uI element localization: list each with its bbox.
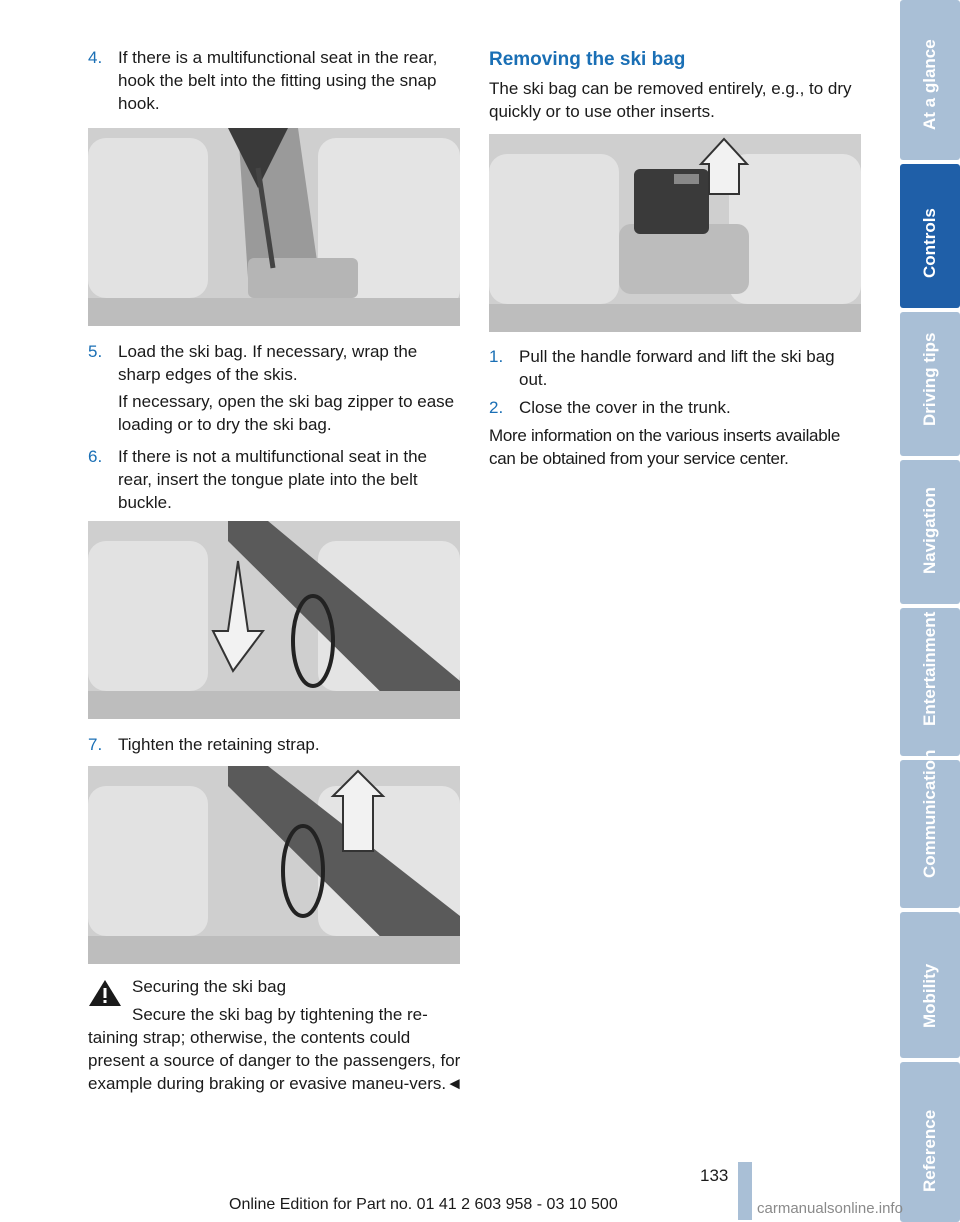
step-text: Pull the handle forward and lift the ski bag out. bbox=[519, 347, 835, 389]
warning-body: Secure the ski bag by tightening the re‐taining strap; otherwise, the contents could present a source of danger to the passengers, for example during braking or evasive maneu‐vers.◄ bbox=[88, 1005, 463, 1093]
figure-retaining-strap bbox=[88, 766, 460, 964]
tab-label: Entertainment bbox=[920, 611, 939, 726]
tab-label: At a glance bbox=[920, 39, 939, 130]
watermark: carmanualsonline.info bbox=[757, 1200, 903, 1217]
warning-text bbox=[88, 1003, 463, 1095]
tab-reference[interactable] bbox=[900, 1062, 960, 1222]
tab-label: Communication bbox=[920, 749, 939, 878]
step-text: If there is not a multifunctional seat in the rear, insert the tongue plate into the belt buckle. bbox=[118, 447, 428, 512]
figure-tongue-plate bbox=[88, 521, 460, 719]
step-text: Close the cover in the trunk. bbox=[519, 398, 731, 417]
step-number: 6. bbox=[88, 447, 103, 466]
step-5 bbox=[88, 340, 463, 390]
tab-at-a-glance[interactable] bbox=[900, 0, 960, 160]
outro-paragraph: More information on the various inserts available can be obtained from your service center. bbox=[489, 426, 840, 468]
tab-label: Driving tips bbox=[920, 332, 939, 426]
tab-label: Mobility bbox=[920, 963, 939, 1028]
step-4 bbox=[88, 46, 463, 116]
tab-label: Navigation bbox=[920, 487, 939, 574]
tab-navigation[interactable] bbox=[900, 460, 960, 604]
step-text: If there is a multifunctional seat in the rear, hook the belt into the fitting using the snap hook. bbox=[118, 48, 438, 113]
tab-driving-tips[interactable] bbox=[900, 312, 960, 456]
tab-controls[interactable] bbox=[900, 164, 960, 308]
step-6 bbox=[88, 445, 463, 515]
step-number: 5. bbox=[88, 342, 103, 361]
step-number: 4. bbox=[88, 48, 103, 67]
intro-paragraph: The ski bag can be removed entirely, e.g., to dry quickly or to use other inserts. bbox=[489, 79, 852, 121]
step-1 bbox=[489, 345, 864, 395]
step-5-note: If necessary, open the ski bag zipper to ease loading or to dry the ski bag. bbox=[118, 392, 455, 434]
tab-entertainment[interactable] bbox=[900, 608, 960, 756]
figure-belt-snap-hook bbox=[88, 128, 460, 326]
step-7 bbox=[88, 733, 463, 758]
step-2 bbox=[489, 396, 864, 421]
tab-label: Reference bbox=[920, 1109, 939, 1192]
warning-title: Securing the ski bag bbox=[132, 977, 287, 996]
step-number: 7. bbox=[88, 735, 103, 754]
section-heading: Removing the ski bag bbox=[489, 49, 686, 70]
tab-label: Controls bbox=[920, 208, 939, 278]
footer-edition: Online Edition for Part no. 01 41 2 603 958 - 03 10 500 bbox=[229, 1196, 618, 1213]
step-text: Tighten the retaining strap. bbox=[118, 735, 320, 754]
step-text: Load the ski bag. If necessary, wrap the sharp edges of the skis. bbox=[118, 342, 418, 384]
step-number: 2. bbox=[489, 398, 504, 417]
figure-remove-ski-bag bbox=[489, 134, 861, 332]
chapter-tabs bbox=[900, 0, 960, 1222]
step-number: 1. bbox=[489, 347, 504, 366]
tab-communication[interactable] bbox=[900, 749, 960, 908]
tab-mobility[interactable] bbox=[900, 912, 960, 1058]
page-number-bar bbox=[738, 1162, 752, 1220]
page-number: 133 bbox=[700, 1166, 729, 1185]
